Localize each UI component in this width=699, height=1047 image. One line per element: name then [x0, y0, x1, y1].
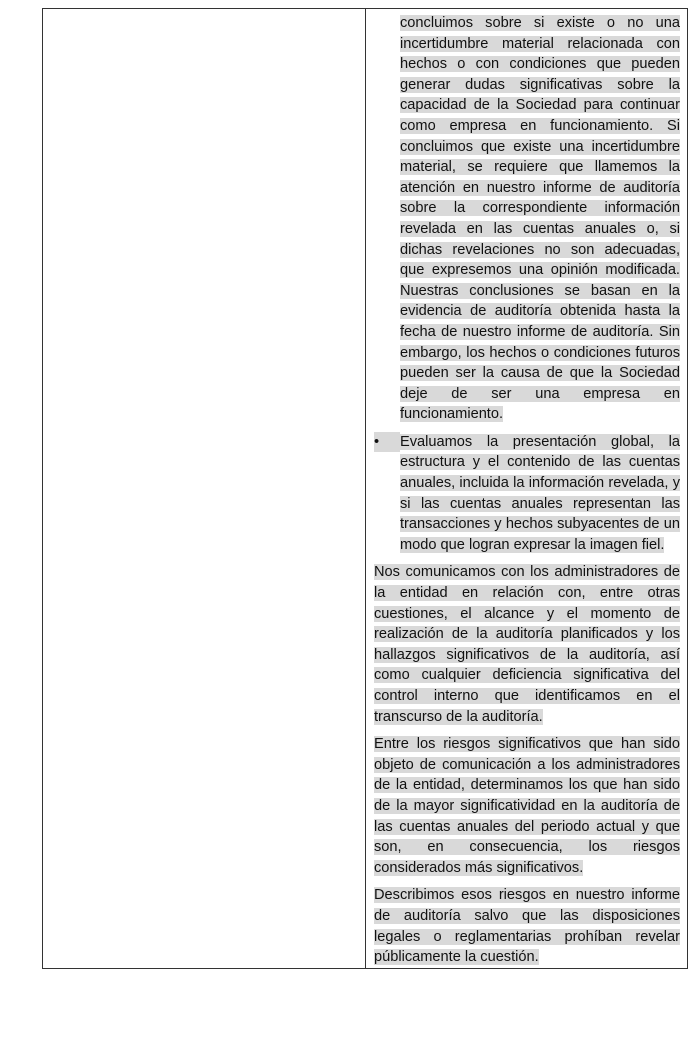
document-table	[42, 8, 688, 969]
bullet-item	[374, 432, 680, 556]
right-column-cell	[366, 9, 687, 968]
bullet-gutter	[374, 432, 400, 556]
paragraph-significant-risks-span: Entre los riesgos significativos que han sido objeto de comunicación a los administradores de la entidad, determinamos los que han sido de la mayor significatividad en la auditoría de las cuentas anuales del periodo actual y que son, en consecuencia, los riesgos considerados más significativos.	[374, 736, 680, 876]
bullet-glyph: •	[374, 432, 400, 453]
paragraph-significant-risks	[374, 734, 680, 878]
paragraph-describe-risks-span: Describimos esos riesgos en nuestro informe de auditoría salvo que las disposiciones legales o reglamentarias prohíban revelar públicamente la cuestión.	[374, 887, 680, 966]
paragraph-communication	[374, 562, 680, 727]
paragraph-describe-risks	[374, 885, 680, 967]
continued-bullet-text	[400, 13, 680, 425]
continued-bullet-text-span: concluimos sobre si existe o no una incertidumbre material relacionada con hechos o con condiciones que pueden generar dudas significativas sobre la capacidad de la Sociedad para continuar como empresa en funcionamiento. Si concluimos que existe una incertidumbre material, se requiere que llamemos la atención en nuestro informe de auditoría sobre la correspondiente información revelada en las cuentas anuales o, si dichas revelaciones no son adecuadas, que expresemos una opinión modificada. Nuestras conclusiones se basan en la evidencia de auditoría obtenida hasta la fecha de nuestro informe de auditoría. Sin embargo, los hechos o condiciones futuros pueden ser la causa de que la Sociedad deje de ser una empresa en funcionamiento.	[400, 15, 680, 423]
bullet-text	[400, 432, 680, 556]
left-column-cell	[43, 9, 366, 968]
bullet-text-span: Evaluamos la presentación global, la estructura y el contenido de las cuentas anuales, incluida la información revelada, y si las cuentas anuales representan las transacciones y hechos subyacentes de un modo que logran expresar la imagen fiel.	[400, 433, 680, 553]
paragraph-communication-span: Nos comunicamos con los administradores de la entidad en relación con, entre otras cuestiones, el alcance y el momento de realización de la auditoría planificados y los hallazgos significativos de la auditoría, así como cualquier deficiencia significativa del control interno que identificamos en el transcurso de la auditoría.	[374, 564, 680, 725]
